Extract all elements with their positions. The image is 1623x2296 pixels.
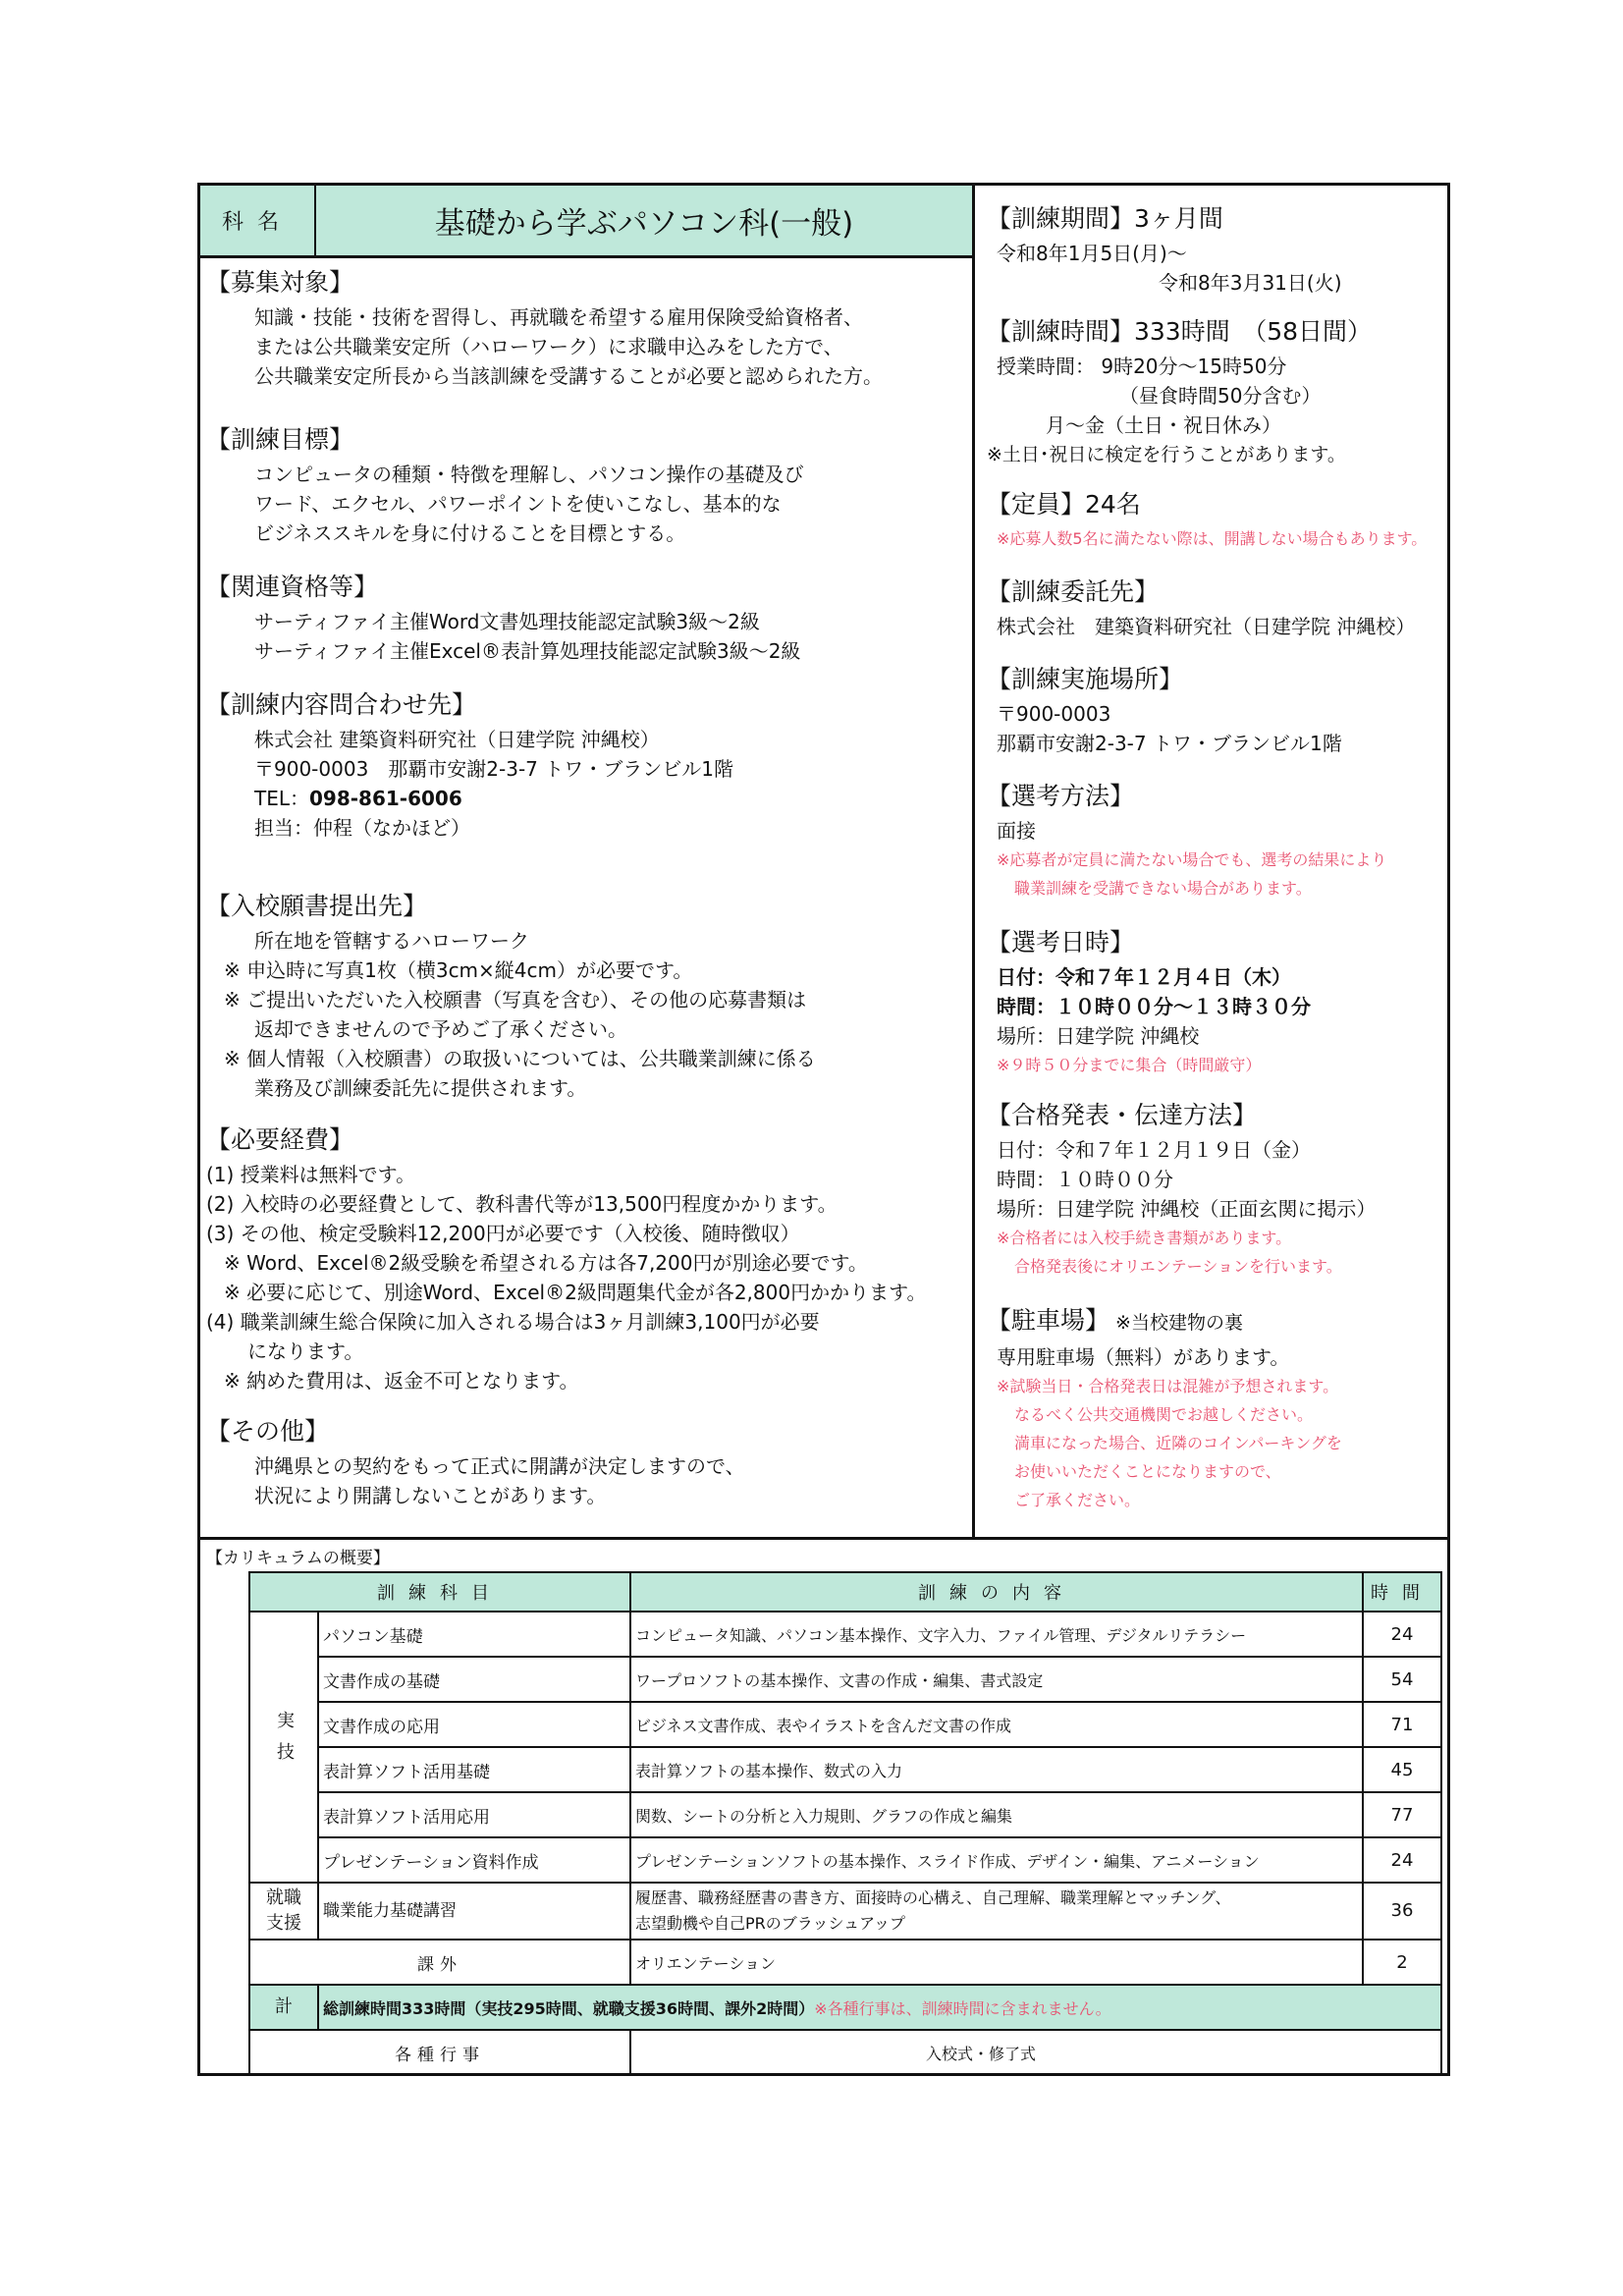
section-other (206, 1412, 745, 1510)
section-heading: 【入校願書提出先】 (206, 892, 428, 920)
section-heading-aside: ※当校建物の裏 (1109, 1312, 1243, 1334)
text-line: 時間：１０時００分 (997, 1168, 1173, 1191)
table-header-row (249, 1572, 1441, 1612)
curriculum-label: 【カリキュラムの概要】 (206, 1549, 390, 1568)
text-line: ワード、エクセル、パワーポイントを使いこなし、基本的な (254, 492, 782, 516)
text-line: 月～金（土日・祝日休み） (1046, 413, 1281, 437)
section-heading: 【訓練委託先】 (987, 577, 1160, 606)
header-subject: 訓練科目 (249, 1572, 630, 1612)
section-heading: 【訓練目標】 (206, 425, 354, 454)
hours-cell: 2 (1363, 1940, 1441, 1985)
text-line: 知識・技能・技術を習得し、再就職を希望する雇用保険受給資格者、 (254, 305, 863, 329)
content-cell: コンピュータ知識、パソコン基本操作、文字入力、ファイル管理、デジタルリテラシー (630, 1612, 1363, 1657)
events-content: 入校式・修了式 (630, 2030, 1441, 2075)
total-note: ※各種行事は、訓練時間に含まれません。 (814, 1998, 1111, 2018)
category-label: 就職支援 (265, 1887, 301, 1934)
total-hours: 総訓練時間333時間（実技295時間、就職支援36時間、課外2時間） (323, 1998, 815, 2018)
text-line: ※ 申込時に写真1枚（横3cm×縦4cm）が必要です。 (224, 958, 693, 982)
text-line: ※ 個人情報（入校願書）の取扱いについては、公共職業訓練に係る (224, 1047, 816, 1070)
subject-cell: プレゼンテーション資料作成 (318, 1837, 630, 1883)
section-training-goal (206, 420, 804, 548)
hours-cell: 45 (1363, 1747, 1441, 1792)
total-row (249, 1985, 1441, 2030)
content-cell: ワープロソフトの基本操作、文書の作成・編集、書式設定 (630, 1657, 1363, 1702)
contact-company: 株式会社 建築資料研究社（日建学院 沖縄校） (254, 728, 660, 751)
table-row (249, 1657, 1441, 1702)
section-required-costs (206, 1121, 926, 1395)
section-results (987, 1096, 1376, 1281)
section-heading: 【選考日時】 (987, 928, 1135, 957)
hours-cell: 24 (1363, 1612, 1441, 1657)
text-line: ※９時５０分までに集合（時間厳守） (997, 1056, 1262, 1074)
text-line: 合格発表後にオリエンテーションを行います。 (1014, 1257, 1342, 1276)
text-line: (2) 入校時の必要経費として、教科書代等が13,500円程度かかります。 (206, 1192, 838, 1216)
content-cell: オリエンテーション (630, 1940, 1363, 1985)
tel-label: TEL： (254, 787, 309, 810)
section-heading: 【必要経費】 (206, 1125, 354, 1154)
column-divider (972, 183, 975, 1539)
section-capacity (987, 485, 1427, 553)
section-heading: 【募集対象】 (206, 268, 354, 297)
text-line: 日付：令和７年１２月１９日（金） (997, 1138, 1311, 1162)
text-line: ビジネススキルを身に付けることを目標とする。 (254, 521, 686, 545)
total-label: 計 (249, 1985, 318, 2030)
text-line: サーティファイ主催Word文書処理技能認定試験3級～2級 (254, 610, 760, 633)
content-line: 志望動機や自己PRのブラッシュアップ (635, 1914, 906, 1933)
text-line: （昼食時間50分含む） (1119, 384, 1322, 408)
section-heading: 【選考方法】 (987, 782, 1135, 810)
subject-cell: 表計算ソフト活用応用 (318, 1792, 630, 1837)
subject-cell: 文書作成の応用 (318, 1702, 630, 1747)
contact-person: 担当：仲程（なかほど） (254, 816, 470, 840)
text-line: 満車になった場合、近隣のコインパーキングを (1014, 1434, 1342, 1452)
section-heading: 【訓練時間】333時間 （58日間） (987, 317, 1373, 346)
subject-cell: 表計算ソフト活用基礎 (318, 1747, 630, 1792)
subject-cell: 文書作成の基礎 (318, 1657, 630, 1702)
text-line: 時間：１０時００分～１３時３０分 (997, 995, 1311, 1018)
table-row (249, 1792, 1441, 1837)
content-cell: プレゼンテーションソフトの基本操作、スライド作成、デザイン・編集、アニメーション (630, 1837, 1363, 1883)
text-line: ※ 必要に応じて、別途Word、Excel®2級問題集代金が各2,800円かかります。 (224, 1281, 927, 1304)
category-practical (249, 1612, 318, 1883)
hours-cell: 24 (1363, 1837, 1441, 1883)
text-line: 授業時間： 9時20分～15時50分 (997, 355, 1287, 378)
text-line: 那覇市安謝2-3-7 トワ・ブランビル1階 (997, 732, 1342, 755)
text-line: 面接 (997, 819, 1036, 843)
total-cell (318, 1985, 1441, 2030)
hours-cell: 71 (1363, 1702, 1441, 1747)
section-application-submission (206, 887, 816, 1103)
text-line: 公共職業安定所長から当該訓練を受講することが必要と認められた方。 (254, 364, 883, 388)
text-line: ※応募者が定員に満たない場合でも、選考の結果により (997, 850, 1387, 869)
course-label: 科名 (200, 186, 316, 255)
section-heading: 【訓練実施場所】 (987, 665, 1184, 693)
text-line: 業務及び訓練委託先に提供されます。 (254, 1076, 587, 1100)
events-label: 各種行事 (249, 2030, 630, 2075)
table-row (249, 1702, 1441, 1747)
text-line: 沖縄県との契約をもって正式に開講が決定しますので、 (254, 1454, 745, 1478)
text-line: 所在地を管轄するハローワーク (254, 929, 529, 953)
hours-cell: 36 (1363, 1883, 1441, 1940)
contact-address: 〒900-0003 那覇市安謝2-3-7 トワ・ブランビル1階 (254, 757, 733, 781)
category-employment (249, 1883, 318, 1940)
text-line: (4) 職業訓練生総合保険に加入される場合は3ヶ月訓練3,100円が必要 (206, 1310, 820, 1334)
course-title: 基礎から学ぶパソコン科(一般) (434, 206, 854, 242)
section-heading: 【駐車場】 ※当校建物の裏 (987, 1306, 1243, 1335)
header-hours: 時間 (1363, 1572, 1441, 1612)
section-qualifications (206, 568, 800, 666)
header-content: 訓練の内容 (630, 1572, 1363, 1612)
section-divider (197, 1537, 1450, 1540)
content-cell (630, 1883, 1363, 1940)
text-line: 状況により開講しないことがあります。 (254, 1484, 607, 1507)
section-contact (206, 685, 733, 843)
table-row (249, 1747, 1441, 1792)
text-line: 返却できませんので予めご了承ください。 (254, 1017, 627, 1041)
text-line: コンピュータの種類・特徴を理解し、パソコン操作の基礎及び (254, 463, 804, 486)
course-title-bar (200, 186, 972, 258)
subject-cell: 職業能力基礎講習 (318, 1883, 630, 1940)
section-selection-method (987, 777, 1386, 902)
section-venue (987, 660, 1342, 758)
content-cell: 表計算ソフトの基本操作、数式の入力 (630, 1747, 1363, 1792)
hours-cell: 77 (1363, 1792, 1441, 1837)
text-line: なるべく公共交通機関でお越しください。 (1014, 1405, 1314, 1424)
text-line: ※ Word、Excel®2級受験を希望される方は各7,200円が別途必要です。 (224, 1251, 868, 1275)
content-cell: 関数、シートの分析と入力規則、グラフの作成と編集 (630, 1792, 1363, 1837)
section-heading: 【関連資格等】 (206, 573, 379, 601)
text-line: ※応募人数5名に満たない際は、開講しない場合もあります。 (997, 529, 1428, 548)
hours-cell: 54 (1363, 1657, 1441, 1702)
category-extra: 課外 (249, 1940, 630, 1985)
table-row (249, 1883, 1441, 1940)
text-line: サーティファイ主催Excel®表計算処理技能認定試験3級～2級 (254, 639, 801, 663)
section-heading: 【定員】24名 (987, 490, 1141, 519)
events-row (249, 2030, 1441, 2075)
text-line: 日付：令和７年１２月４日（木） (997, 965, 1291, 989)
text-line: ご了承ください。 (1014, 1491, 1141, 1509)
section-training-hours (987, 312, 1372, 469)
content-cell: ビジネス文書作成、表やイラストを含んだ文書の作成 (630, 1702, 1363, 1747)
text-line: になります。 (247, 1339, 364, 1363)
section-parking (987, 1301, 1342, 1514)
text-line: ※ 納めた費用は、返金不可となります。 (224, 1369, 579, 1393)
section-contractor (987, 573, 1415, 641)
text-line: ※ ご提出いただいた入校願書（写真を含む）、その他の応募書類は (224, 988, 807, 1011)
section-training-period (987, 199, 1342, 298)
text-line: 株式会社 建築資料研究社（日建学院 沖縄校） (997, 615, 1416, 638)
text-line: または公共職業安定所（ハローワーク）に求職申込みをした方で、 (254, 335, 843, 358)
section-heading: 【訓練期間】3ヶ月間 (987, 204, 1223, 233)
section-selection-date (987, 923, 1311, 1079)
content-line: 履歴書、職務経歴書の書き方、面接時の心構え、自己理解、職業理解とマッチング、 (635, 1888, 1231, 1907)
text-line: 令和8年1月5日(月)～ (997, 242, 1187, 265)
text-line: 職業訓練を受講できない場合があります。 (1014, 879, 1312, 898)
text-line: ※合格者には入校手続き書類があります。 (997, 1229, 1292, 1247)
text-line: 場所：日建学院 沖縄校（正面玄関に掲示） (997, 1197, 1377, 1221)
text-line: 〒900-0003 (997, 702, 1111, 726)
subject-cell: パソコン基礎 (318, 1612, 630, 1657)
table-row (249, 1837, 1441, 1883)
text-line: (3) その他、検定受験料12,200円が必要です（入校後、随時徴収） (206, 1222, 800, 1245)
text-line: お使いいただくことになりますので、 (1014, 1462, 1281, 1481)
text-line: (1) 授業料は無料です。 (206, 1163, 416, 1186)
section-heading: 【合格発表・伝達方法】 (987, 1101, 1258, 1129)
text-line: 場所：日建学院 沖縄校 (997, 1024, 1200, 1048)
table-row (249, 1612, 1441, 1657)
section-heading: 【訓練内容問合わせ先】 (206, 690, 477, 719)
tel-number: 098-861-6006 (309, 787, 462, 810)
text-line: ※試験当日・合格発表日は混雑が予想されます。 (997, 1377, 1339, 1395)
category-label: 実技 (274, 1711, 295, 1774)
text-line: 令和8年3月31日(火) (1159, 271, 1342, 295)
section-recruitment-target (206, 263, 883, 391)
section-heading: 【その他】 (206, 1417, 330, 1446)
contact-phone (206, 784, 733, 813)
text-line: 専用駐車場（無料）があります。 (997, 1345, 1290, 1369)
curriculum-table (248, 1571, 1442, 2076)
text-line: ※土日･祝日に検定を行うことがあります。 (987, 444, 1346, 465)
table-row (249, 1940, 1441, 1985)
